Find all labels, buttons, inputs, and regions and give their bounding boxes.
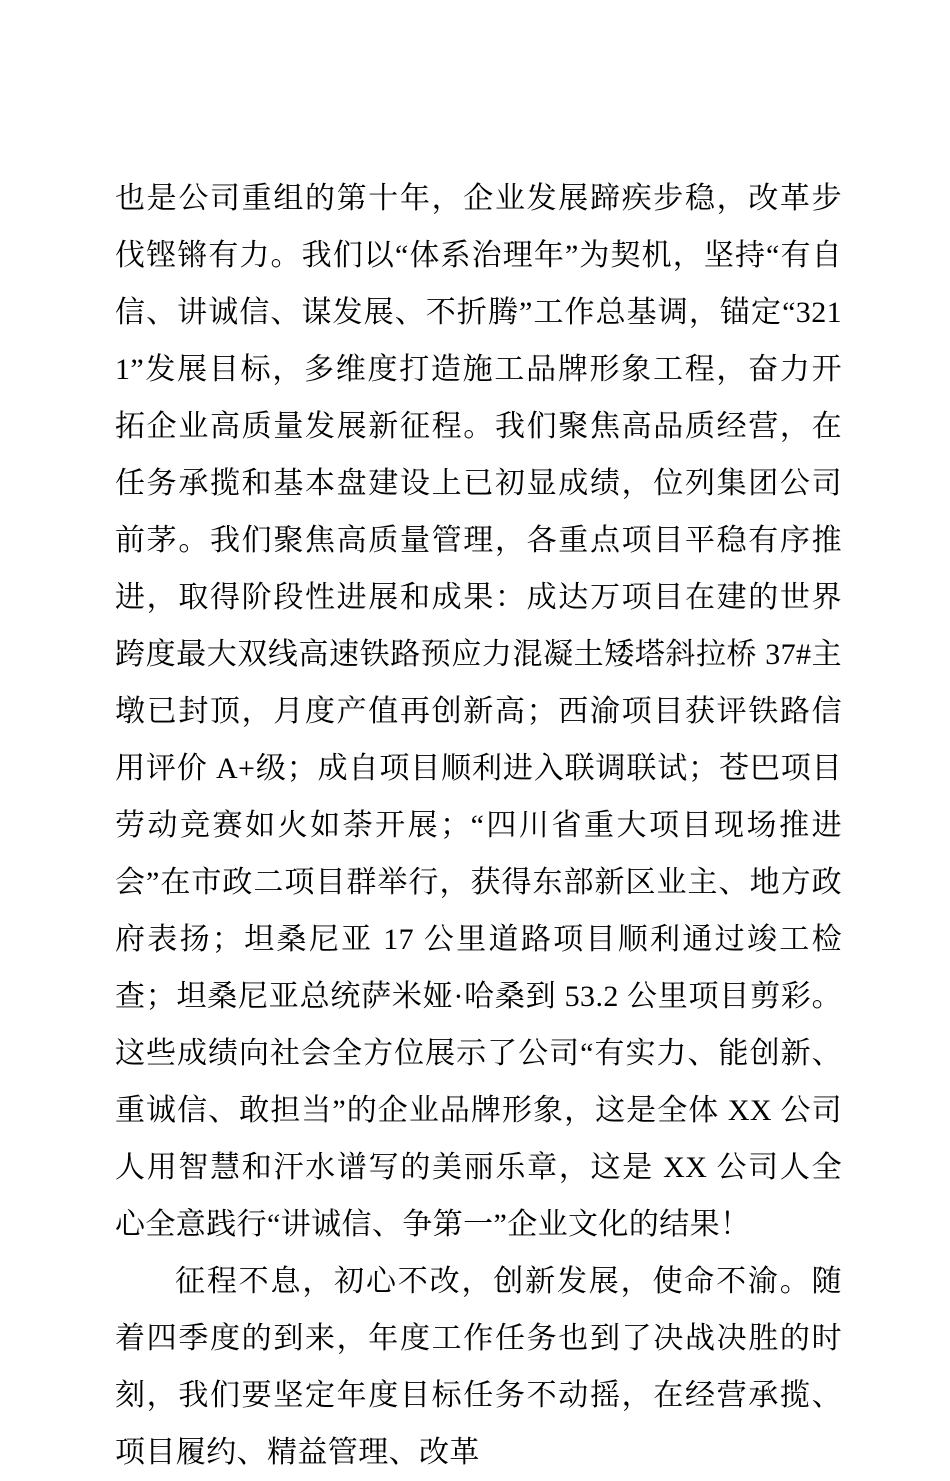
body-paragraph-1: 也是公司重组的第十年，企业发展蹄疾步稳，改革步伐铿锵有力。我们以“体系治理年”为契机，坚持“有自信、讲诚信、谋发展、不折腾”工作总基调，锚定“3211”发展目标，多维度打造施工品牌形象工程，奋力开拓企业高质量发展新征程。我们聚焦高品质经营，在任务承揽和基本盘建设上已初显成绩，位列集团公司前茅。我们聚焦高质量管理，各重点项目平稳有序推进，取得阶段性进展和成果：成达万项目在建的世界跨度最大双线高速铁路预应力混凝土矮塔斜拉桥 37#主墩已封顶，月度产值再创新高；西渝项目获评铁路信用评价 A+级；成自项目顺利进入联调联试；苍巴项目劳动竞赛如火如荼开展；“四川省重大项目现场推进会”在市政二项目群举行，获得东部新区业主、地方政府表扬；坦桑尼亚 17 公里道路项目顺利通过竣工检查；坦桑尼亚总统萨米娅·哈桑到 53.2 公里项目剪彩。这些成绩向社会全方位展示了公司“有实力、能创新、重诚信、敢担当”的企业品牌形象，这是全体 XX 公司人用智慧和汗水谱写的美丽乐章，这是 XX 公司人全心全意践行“讲诚信、争第一”企业文化的结果！ <box>115 182 842 1241</box>
body-paragraph-2: 征程不息，初心不改，创新发展，使命不渝。随着四季度的到来，年度工作任务也到了决战决胜的时刻，我们要坚定年度目标任务不动摇，在经营承揽、项目履约、精益管理、改革 <box>115 1265 842 1469</box>
document-body <box>115 170 842 1481</box>
